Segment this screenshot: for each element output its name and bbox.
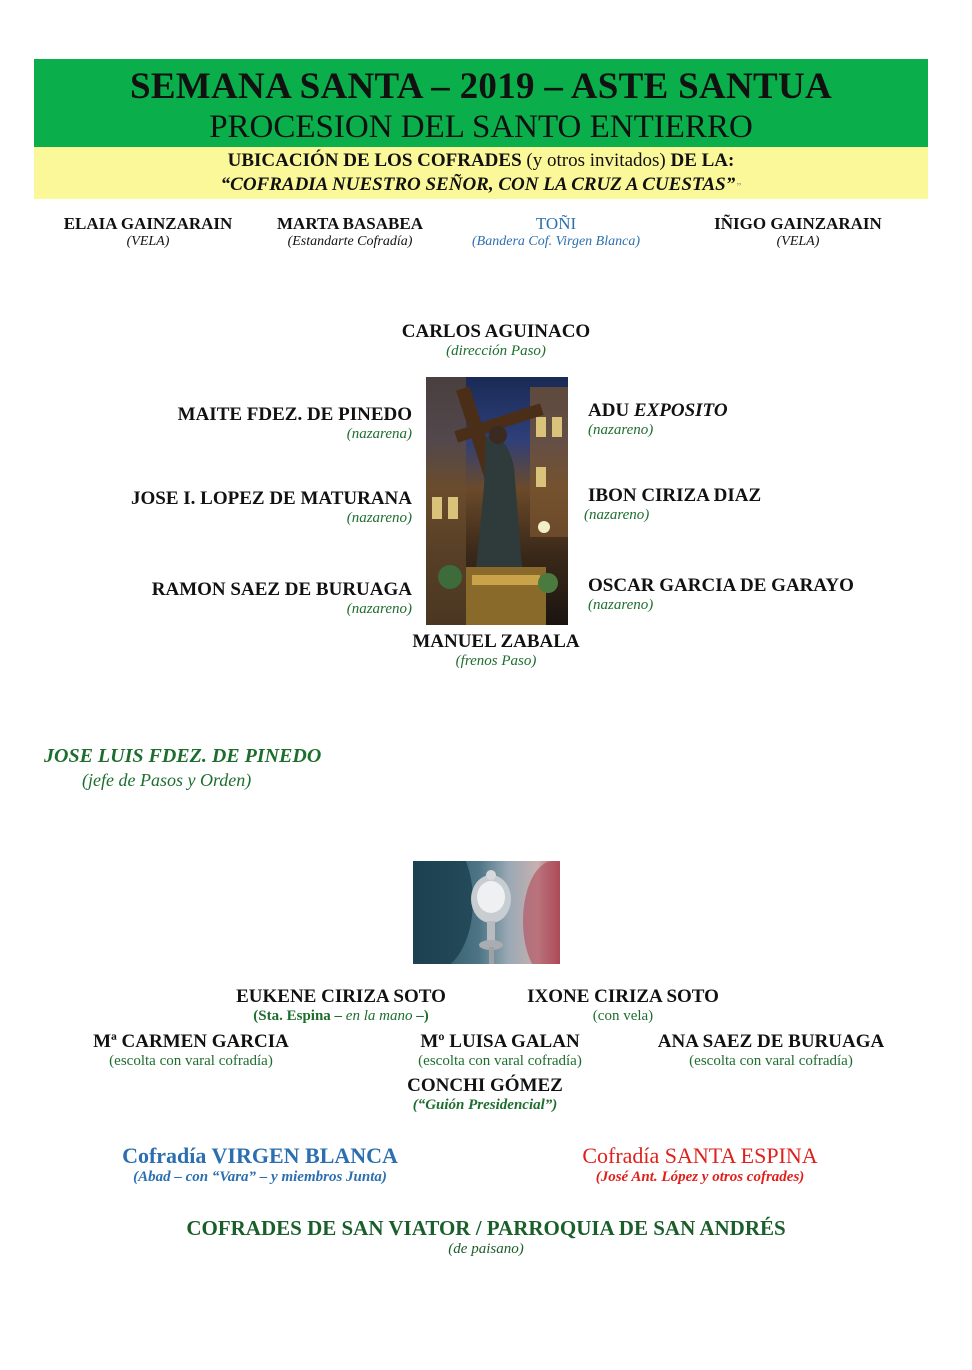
role-part: (Sta. Espina – bbox=[253, 1008, 346, 1024]
person-luisa bbox=[368, 1031, 632, 1070]
cofradia-santa-espina bbox=[550, 1143, 850, 1186]
person-role: (jefe de Pasos y Orden) bbox=[82, 770, 252, 790]
person-name bbox=[588, 400, 908, 422]
subheader-tail: ” bbox=[735, 181, 742, 193]
person-role: (escolta con varal cofradía) bbox=[689, 1053, 853, 1069]
person-role: (nazareno) bbox=[588, 597, 654, 613]
person-role bbox=[196, 1008, 486, 1025]
person-role: (VELA) bbox=[126, 234, 170, 249]
paso-left-person-1 bbox=[90, 404, 412, 443]
person-role: (escolta con varal cofradía) bbox=[418, 1053, 582, 1069]
person-name: IBON CIRIZA DIAZ bbox=[588, 485, 762, 506]
person-carmen bbox=[60, 1031, 322, 1070]
page-subtitle: PROCESION DEL SANTO ENTIERRO bbox=[209, 109, 753, 145]
role-italic-part: en la mano bbox=[345, 1008, 413, 1024]
person-name: ELAIA GAINZARAIN bbox=[63, 214, 233, 233]
subheader-bold-a: UBICACIÓN DE LOS COFRADES bbox=[227, 150, 522, 171]
reliquary-image-icon bbox=[413, 861, 560, 964]
person-role: (nazareno) bbox=[588, 422, 654, 438]
espina-photo bbox=[413, 861, 560, 964]
group-role: (de paisano) bbox=[448, 1241, 524, 1257]
person-eukene bbox=[196, 986, 486, 1025]
cofradia-name: “COFRADIA NUESTRO SEÑOR, CON LA CRUZ A CUESTAS” bbox=[220, 174, 736, 195]
front-person-marta bbox=[250, 214, 450, 250]
person-ixone bbox=[490, 986, 756, 1025]
person-role: (Bandera Cof. Virgen Blanca) bbox=[472, 234, 640, 249]
person-role: (escolta con varal cofradía) bbox=[109, 1053, 273, 1069]
person-name: IÑIGO GAINZARAIN bbox=[714, 214, 882, 233]
paso-right-person-3 bbox=[588, 575, 928, 614]
subheader-line1 bbox=[34, 149, 928, 173]
name-italic-part: EXPOSITO bbox=[633, 400, 728, 421]
subheader-banner bbox=[34, 147, 928, 199]
person-name: CARLOS AGUINACO bbox=[401, 321, 591, 342]
person-role: (Estandarte Cofradía) bbox=[287, 234, 413, 249]
paso-left-person-2 bbox=[60, 488, 412, 527]
person-name: MANUEL ZABALA bbox=[412, 631, 580, 652]
cofradia-virgen-blanca bbox=[90, 1143, 430, 1186]
person-role: (nazarena) bbox=[346, 426, 412, 442]
page-title: SEMANA SANTA – 2019 – ASTE SANTUA bbox=[129, 66, 833, 107]
person-name: TOÑI bbox=[535, 214, 577, 233]
paso-left-person-3 bbox=[90, 579, 412, 618]
person-name: CONCHI GÓMEZ bbox=[407, 1075, 563, 1096]
front-person-toni bbox=[440, 214, 672, 250]
paso-right-person-1 bbox=[588, 400, 908, 439]
cofradia-role: (Abad – con “Vara” – y miembros Junta) bbox=[133, 1169, 387, 1185]
final-group bbox=[100, 1216, 872, 1258]
jefe-person bbox=[44, 745, 444, 791]
person-role: (nazareno) bbox=[346, 510, 412, 526]
subheader-bold-b: DE LA: bbox=[670, 150, 735, 171]
person-name: ANA SAEZ DE BURUAGA bbox=[657, 1031, 885, 1052]
cofradia-name: Cofradía SANTA ESPINA bbox=[582, 1143, 818, 1168]
person-name: EUKENE CIRIZA SOTO bbox=[236, 986, 446, 1007]
person-role: (con vela) bbox=[592, 1008, 654, 1024]
role-part: –) bbox=[412, 1008, 429, 1024]
person-name: MAITE FDEZ. DE PINEDO bbox=[177, 404, 412, 425]
cofradia-role: (José Ant. López y otros cofrades) bbox=[595, 1169, 805, 1185]
header-banner bbox=[34, 59, 928, 147]
group-name: COFRADES DE SAN VIATOR / PARROQUIA DE SAN ANDRÉS bbox=[186, 1216, 786, 1240]
paso-right-person-2 bbox=[584, 485, 904, 524]
person-role: (frenos Paso) bbox=[455, 653, 537, 669]
person-role: (nazareno) bbox=[584, 507, 650, 523]
person-name: IXONE CIRIZA SOTO bbox=[527, 986, 719, 1007]
paso-bottom-person bbox=[346, 631, 646, 670]
cofradia-name: Cofradía VIRGEN BLANCA bbox=[122, 1143, 398, 1168]
person-ana bbox=[638, 1031, 904, 1070]
person-role: (“Guión Presidencial”) bbox=[412, 1097, 558, 1113]
paso-photo bbox=[426, 377, 568, 625]
person-role bbox=[690, 234, 906, 250]
person-name: Mº LUISA GALAN bbox=[420, 1031, 580, 1052]
person-name: Mª CARMEN GARCIA bbox=[93, 1031, 289, 1052]
subheader-normal: (y otros invitados) bbox=[521, 150, 671, 171]
person-role: (nazareno) bbox=[346, 601, 412, 617]
person-name: MARTA BASABEA bbox=[277, 214, 423, 233]
name-part: ADU bbox=[588, 400, 634, 421]
front-person-inigo bbox=[690, 214, 906, 250]
person-name: JOSE LUIS FDEZ. DE PINEDO bbox=[44, 745, 322, 767]
paso-image-icon bbox=[426, 377, 568, 625]
person-name: JOSE I. LOPEZ DE MATURANA bbox=[131, 488, 412, 509]
person-role: (dirección Paso) bbox=[446, 343, 546, 359]
person-name: OSCAR GARCIA DE GARAYO bbox=[588, 575, 854, 596]
person-conchi bbox=[360, 1075, 610, 1114]
front-person-elaia bbox=[40, 214, 256, 250]
subheader-line2 bbox=[34, 173, 928, 199]
paso-top-person bbox=[336, 321, 656, 360]
person-name: RAMON SAEZ DE BURUAGA bbox=[151, 579, 412, 600]
role-text: (VELA) bbox=[776, 234, 820, 249]
